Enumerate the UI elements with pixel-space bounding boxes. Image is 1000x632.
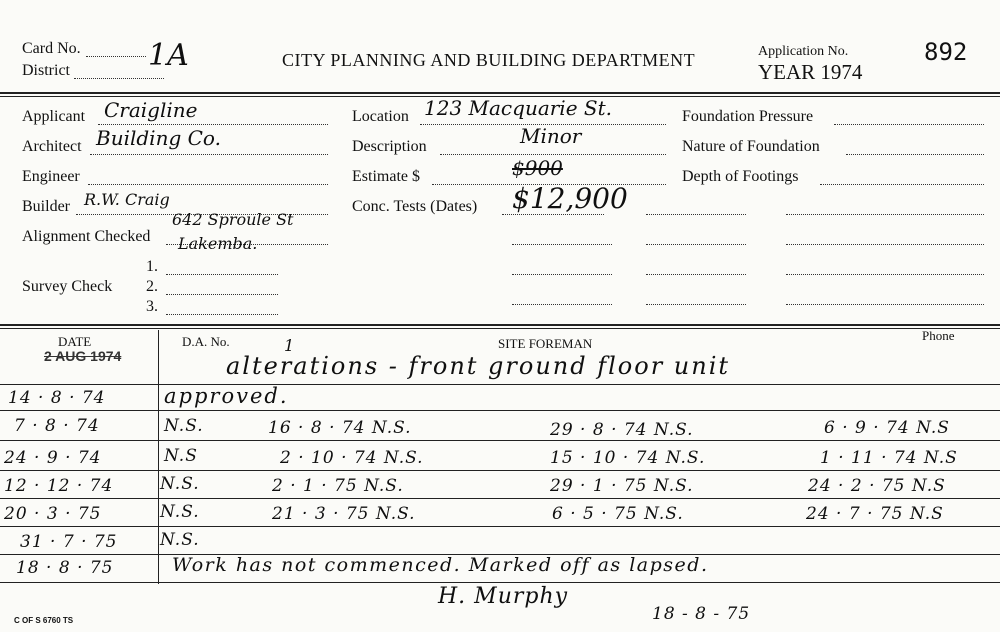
log-row-cell: 29 · 8 · 74 N.S. — [550, 420, 694, 440]
log-row-date: 12 · 12 · 74 — [4, 476, 114, 496]
district-label: District — [22, 62, 70, 79]
log-row-date: 18 · 8 · 75 — [16, 558, 114, 578]
survey-3-line — [166, 314, 278, 315]
site-foreman-header: SITE FOREMAN — [498, 336, 593, 351]
estimate-label: Estimate $ — [352, 168, 420, 185]
foundation-pressure-line — [834, 124, 984, 125]
nature-foundation-label: Nature of Foundation — [682, 138, 820, 155]
log-row-date: 31 · 7 · 75 — [20, 532, 118, 552]
log-row-date: 7 · 8 · 74 — [14, 416, 100, 436]
alignment-label: Alignment Checked — [22, 228, 151, 245]
log-top-rule — [0, 324, 1000, 326]
middle-blank-line-4 — [646, 214, 746, 215]
form-code: C OF S 6760 TS — [14, 616, 74, 625]
log-row-cell: 24 · 7 · 75 N.S — [806, 504, 944, 524]
location-value: 123 Macquarie St. — [424, 96, 612, 120]
engineer-line — [88, 184, 328, 185]
log-row-cell: 21 · 3 · 75 N.S. — [272, 504, 416, 524]
department-title: CITY PLANNING AND BUILDING DEPARTMENT — [282, 50, 696, 70]
application-no-value: 892 — [924, 38, 968, 66]
middle-blank-line-6 — [646, 274, 746, 275]
survey-2-line — [166, 294, 278, 295]
depth-footings-label: Depth of Footings — [682, 168, 799, 185]
log-row-entry: Work has not commenced. Marked off as lapsed. — [172, 554, 709, 576]
applicant-label: Applicant — [22, 108, 86, 125]
log-row-cell: 1 · 11 · 74 N.S — [820, 448, 958, 468]
applicant-line — [98, 124, 328, 125]
description-label: Description — [352, 138, 427, 155]
year-label: YEAR 1974 — [758, 60, 863, 84]
date-header: DATE — [58, 334, 92, 349]
right-blank-line-2 — [786, 244, 984, 245]
log-row-cell: 6 · 5 · 75 N.S. — [552, 504, 684, 524]
survey-1-label: 1. — [146, 258, 158, 275]
builder-address-1: 642 Sproule St — [172, 210, 294, 229]
log-row-cell: N.S. — [160, 530, 200, 550]
row-rule — [0, 470, 1000, 471]
date-column-divider — [158, 330, 159, 584]
row-rule — [0, 582, 1000, 583]
log-row-cell: N.S. — [160, 474, 200, 494]
conc-tests-label: Conc. Tests (Dates) — [352, 198, 478, 215]
architect-value: Building Co. — [96, 126, 221, 150]
top-rule — [0, 92, 1000, 94]
phone-header: Phone — [922, 328, 955, 343]
log-row-cell: 16 · 8 · 74 N.S. — [268, 418, 412, 438]
log-top-rule-thin — [0, 328, 1000, 329]
log-row-cell: 15 · 10 · 74 N.S. — [550, 448, 706, 468]
card-no-label: Card No. — [22, 40, 81, 57]
builder-label: Builder — [22, 198, 70, 215]
row-rule — [0, 526, 1000, 527]
district-line — [74, 78, 164, 79]
applicant-value: Craigline — [104, 98, 198, 122]
right-blank-line-3 — [786, 274, 984, 275]
description-line — [440, 154, 666, 155]
card-no-line — [86, 56, 146, 57]
middle-blank-line-5 — [646, 244, 746, 245]
log-row-date: 24 · 9 · 74 — [4, 448, 102, 468]
application-no-label: Application No. — [758, 44, 849, 59]
log-row-date: 20 · 3 · 75 — [4, 504, 102, 524]
row-rule — [0, 410, 1000, 411]
survey-1-line — [166, 274, 278, 275]
log-row-cell: N.S. — [164, 416, 204, 436]
log-row-entry: approved. — [164, 384, 289, 408]
row-rule — [0, 440, 1000, 441]
da-mark: 1 — [284, 336, 295, 355]
right-blank-line-1 — [786, 214, 984, 215]
description-value: Minor — [520, 124, 582, 148]
row-rule — [0, 384, 1000, 385]
log-row-date: 14 · 8 · 74 — [8, 388, 106, 408]
location-label: Location — [352, 108, 409, 125]
card-no-value: 1A — [148, 38, 189, 73]
alterations-note: alterations - front ground floor unit — [226, 352, 731, 380]
survey-check-label: Survey Check — [22, 278, 113, 295]
inspector-signature: H. Murphy — [438, 584, 569, 609]
signature-date: 18 - 8 - 75 — [652, 604, 751, 624]
log-row-cell: 2 · 10 · 74 N.S. — [280, 448, 424, 468]
estimate-struck-value: $900 — [512, 156, 563, 180]
right-blank-line-4 — [786, 304, 984, 305]
estimate-value: $12,900 — [512, 182, 628, 215]
architect-label: Architect — [22, 138, 82, 155]
engineer-label: Engineer — [22, 168, 80, 185]
depth-footings-line — [820, 184, 984, 185]
foundation-pressure-label: Foundation Pressure — [682, 108, 814, 125]
log-row-cell: 24 · 2 · 75 N.S — [808, 476, 946, 496]
middle-blank-line-2 — [512, 274, 612, 275]
log-row-cell: N.S. — [160, 502, 200, 522]
nature-foundation-line — [846, 154, 984, 155]
log-row-cell: 6 · 9 · 74 N.S — [824, 418, 950, 438]
log-row-cell: 29 · 1 · 75 N.S. — [550, 476, 694, 496]
builder-value: R.W. Craig — [84, 190, 170, 209]
middle-blank-line-1 — [512, 244, 612, 245]
row-rule — [0, 498, 1000, 499]
middle-blank-line-7 — [646, 304, 746, 305]
architect-line — [90, 154, 328, 155]
log-row-cell: N.S — [164, 446, 198, 466]
received-date-stamp: 2 AUG 1974 — [44, 348, 122, 364]
da-no-header: D.A. No. — [182, 334, 230, 349]
survey-3-label: 3. — [146, 298, 158, 315]
builder-address-2: Lakemba. — [178, 234, 258, 253]
survey-2-label: 2. — [146, 278, 158, 295]
log-row-cell: 2 · 1 · 75 N.S. — [272, 476, 404, 496]
middle-blank-line-3 — [512, 304, 612, 305]
